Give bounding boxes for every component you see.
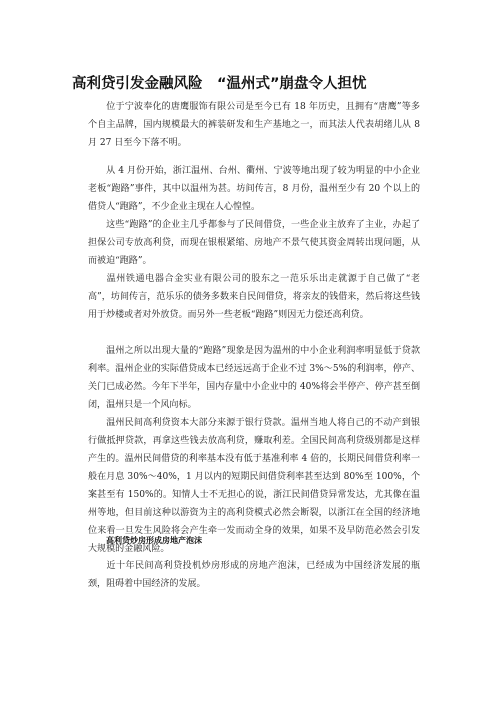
paragraph-5-text: 温州之所以出现大量的“跑路”现象是因为温州的中小企业利润率明显低于贷款利率。温州企业的实际借贷成本已经远远高于企业不过 3%～5%的利润率，停产、关门已成必然。今年下半年，国内存量中小企业中的 40%将会半停产、停产甚至倒闭，温州只是一个风向标。 xyxy=(88,346,420,410)
paragraph-6-text: 温州民间高利贷资本大部分来源于银行贷款。温州当地人将自己的不动产到银行做抵押贷款，再拿这些钱去放高利贷，赚取利差。全国民间高利贷级别都是这样产生的。温州民间借贷的利率基本没有低于基准利率 4 倍的，长期民间借贷利率一般在月息 30%～40%，1 月以内的短期民间借贷利率甚至达到 80%至 100%，个案甚至有 150%的。知情人士不无担心的说，浙江民间借贷异常发达，尤其像在温州等地，但目前这种以游资为主的高利贷模式必然会断裂，以浙江在全国的经济地位来看一旦发生风险将会产生牵一发而动全身的效果，如果不及早防范必然会引发大规模的金融风险。 xyxy=(88,418,420,554)
page-title: 高利贷引发金融风险 “温州式”崩盘令人担忧 xyxy=(72,76,367,92)
paragraph-3 xyxy=(88,216,420,270)
paragraph-2-text: 从 4 月份开始，浙江温州、台州、衢州、宁波等地出现了较为明显的中小企业老板“跑路”事件，其中以温州为甚。坊间传言，8 月份，温州至少有 20 个以上的借贷人“跑路”，不少企业主现在人心惶惶。 xyxy=(88,166,420,212)
paragraph-7 xyxy=(88,557,420,593)
paragraph-3-text: 这些“跑路”的企业主几乎都参与了民间借贷，一些企业主放弃了主业，办起了担保公司专放高利贷，而现在银根紧缩、房地产不景气使其资金周转出现问题，从而被迫“跑路”。 xyxy=(88,220,420,266)
paragraph-2 xyxy=(88,162,420,216)
paragraph-4-text: 温州铁通电器合金实业有限公司的股东之一范乐乐出走就源于自己做了“老高”，坊间传言，范乐乐的债务多数来自民间借贷，将亲友的钱借来，然后将这些钱用于炒楼或者对外放贷。而另外一些老板“跑路”则因无力偿还高利贷。 xyxy=(88,274,420,320)
paragraph-1 xyxy=(88,98,420,152)
paragraph-1-text: 位于宁波奉化的唐鹰服饰有限公司是至今已有 18 年历史，且拥有“唐鹰”等多个自主品牌，国内规模最大的裤装研发和生产基地之一，而其法人代表胡绪儿从 8 月 27 日至今下落不明。 xyxy=(88,102,420,148)
paragraph-4 xyxy=(88,270,420,324)
paragraph-5 xyxy=(88,342,420,414)
section-subheading: 高利贷炒房形成房地产泡沫 xyxy=(106,536,202,545)
paragraph-7-text: 近十年民间高利贷投机炒房形成的房地产泡沫，已经成为中国经济发展的瓶颈，阻碍着中国经济的发展。 xyxy=(88,561,420,589)
